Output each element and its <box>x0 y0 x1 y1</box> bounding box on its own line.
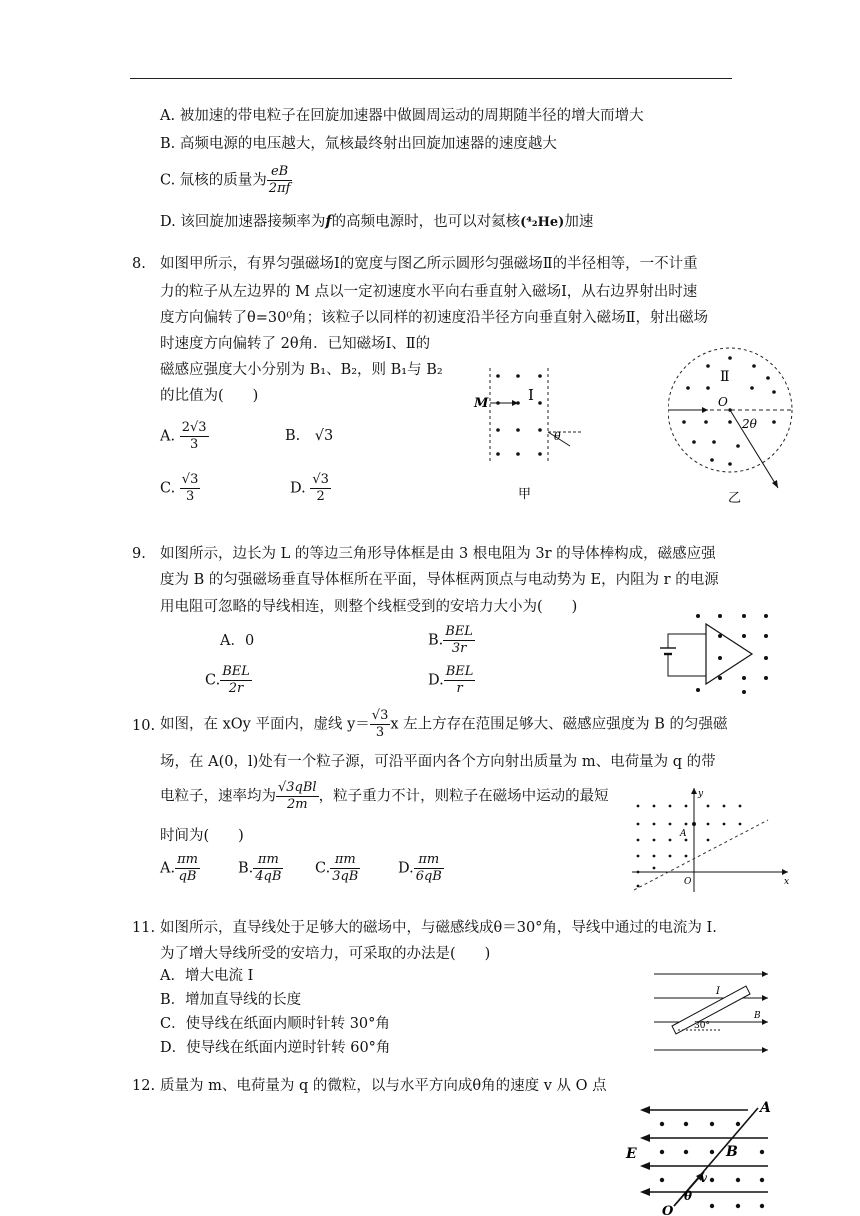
q7-option-a: A. 被加速的带电粒子在回旋加速器中做圆周运动的周期随半径的增大而增大 <box>160 108 644 124</box>
numerator: √3qBl <box>278 780 317 795</box>
velocity-label: v <box>700 1171 707 1185</box>
fraction <box>370 708 391 741</box>
origin-label: O <box>684 877 692 887</box>
q8-line-4: 时速度方向偏转了 2θ角．已知磁场Ⅰ、Ⅱ的 <box>160 336 431 352</box>
point-m-label: M <box>474 396 489 411</box>
q8-figure-jia <box>470 368 590 508</box>
numerator: πm <box>253 852 283 869</box>
q7-option-c <box>160 164 292 197</box>
numerator: BEL <box>445 624 473 639</box>
theta-label: θ <box>684 1189 693 1203</box>
angle-30-label: 30° <box>694 1021 710 1031</box>
option-label: C. <box>205 672 221 689</box>
option-label: C. <box>315 860 331 877</box>
field-dots <box>637 805 742 888</box>
q12-line-1: 质量为 m、电荷量为 q 的微粒，以与水平方向成θ角的速度 v 从 O 点 <box>160 1078 607 1094</box>
numerator: √3 <box>181 472 199 487</box>
x-axis-label: x <box>784 877 790 887</box>
q11-line-2: 为了增大导线所受的安培力，可采取的办法是( ) <box>160 946 491 962</box>
point-o-label: O <box>662 1204 674 1216</box>
denominator: 3 <box>189 437 199 452</box>
option-label: D. <box>290 480 306 497</box>
text: 如图，在 xOy 平面内，虚线 y＝ <box>160 716 370 733</box>
q12-number: 12. <box>132 1078 156 1094</box>
q8-option-a <box>160 420 209 453</box>
point-b-label: B <box>726 1144 738 1160</box>
q10-option-d <box>398 852 444 885</box>
y-axis-label: y <box>698 789 704 799</box>
q10-line-1 <box>160 708 728 741</box>
denominator: 3 <box>375 725 385 740</box>
numerator: 2√3 <box>181 420 207 435</box>
field-dots <box>660 1122 764 1208</box>
denominator: 6qB <box>415 869 442 884</box>
q9-option-d <box>428 664 475 697</box>
option-label: D. <box>398 860 414 877</box>
fraction <box>276 780 319 813</box>
region-two-label: Ⅱ <box>720 369 730 385</box>
field-dots <box>696 614 768 694</box>
option-label: A. <box>160 428 176 445</box>
q8-line-5: 磁感应强度大小分别为 B₁、B₂，则 B₁与 B₂ <box>160 362 443 378</box>
fraction <box>310 472 331 505</box>
numerator: πm <box>177 852 198 867</box>
q8-option-b: B. √3 <box>285 428 334 444</box>
q11-option-c: C．使导线在纸面内顺时针转 30°角 <box>160 1016 390 1032</box>
denominator: 3r <box>451 641 467 656</box>
point-a-label: A <box>680 829 687 839</box>
q9-figure <box>654 606 776 696</box>
fraction <box>220 664 252 697</box>
text: x 左上方存在范围足够大、磁感应强度为 B 的匀强磁 <box>390 716 728 733</box>
fraction <box>443 624 475 657</box>
figure-caption-jia: 甲 <box>518 487 532 502</box>
option-label: A. <box>160 860 176 877</box>
q12-figure <box>618 1096 788 1216</box>
frequency-symbol: f <box>325 213 332 230</box>
q11-option-a: A．增大电流 I <box>160 968 254 984</box>
q9-option-a: A．0 <box>220 633 255 649</box>
q9-line-3: 用电阻可忽略的导线相连，则整个线框受到的安培力大小为( ) <box>160 599 578 615</box>
q7-option-c-fraction <box>267 164 293 197</box>
q11-number: 11. <box>132 920 156 936</box>
q11-option-d: D．使导线在纸面内逆时针转 60°角 <box>160 1040 391 1056</box>
denominator: 3 <box>185 489 195 504</box>
q8-option-d <box>290 472 331 505</box>
q10-option-c <box>315 852 360 885</box>
q9-line-1: 如图所示，边长为 L 的等边三角形导体框是由 3 根电阻为 3r 的导体棒构成，磁感应强 <box>160 546 716 562</box>
point-a-label: A <box>760 1100 771 1116</box>
q8-line-3: 度方向偏转了θ=30⁰角；该粒子以同样的初速度沿半径方向垂直射入磁场Ⅱ，射出磁场 <box>160 310 708 326</box>
q8-line-2: 力的粒子从左边界的 M 点以一定初速度水平向右垂直射入磁场Ⅰ，从右边界射出时速 <box>160 284 698 300</box>
q10-option-b <box>238 852 283 885</box>
q7-option-d <box>160 212 593 233</box>
deflection-2theta-label: 2θ <box>742 417 757 431</box>
numerator: eB <box>267 164 293 181</box>
q7-option-d-mid: 的高频电源时，也可以对氦核 <box>331 214 521 230</box>
q11-figure <box>650 964 776 1058</box>
numerator: BEL <box>445 664 474 679</box>
numerator: πm <box>414 852 444 869</box>
denominator: 2 <box>316 489 325 504</box>
denominator: 2r <box>228 681 244 696</box>
q7-option-b: B. 高频电源的电压越大，氚核最终射出回旋加速器的速度越大 <box>160 136 557 152</box>
numerator: √3 <box>312 472 329 487</box>
q10-line-3 <box>160 780 609 813</box>
fraction <box>444 664 476 697</box>
source-point-a <box>692 822 696 826</box>
denominator: 2πf <box>268 181 291 196</box>
q8-number: 8. <box>132 256 146 272</box>
option-label: B. <box>428 632 444 649</box>
field-e-label: E <box>626 1146 637 1162</box>
q11-line-1: 如图所示，直导线处于足够大的磁场中，与磁感线成θ＝30°角，导线中通过的电流为 I. <box>160 920 717 936</box>
q9-line-2: 度为 B 的匀强磁场垂直导体框所在平面，导体框两顶点与电动势为 E，内阻为 r 的电源 <box>160 572 719 588</box>
q10-line-4: 时间为( ) <box>160 828 244 844</box>
deflection-angle-label: θ <box>554 430 561 443</box>
q7-option-d-end: 加速 <box>564 214 594 230</box>
triangle-frame <box>706 624 752 684</box>
denominator: qB <box>178 869 197 884</box>
denominator: 3qB <box>332 869 359 884</box>
region-one-label: Ⅰ <box>528 386 534 404</box>
q9-option-c <box>205 664 252 697</box>
header-rule <box>130 78 732 79</box>
denominator: 4qB <box>255 869 282 884</box>
numerator: √3 <box>371 708 389 723</box>
denominator: r <box>456 681 463 696</box>
q8-figure-yi <box>668 336 808 506</box>
field-b-label: B <box>754 1011 761 1021</box>
fraction <box>180 472 201 505</box>
field-dots <box>496 374 542 456</box>
q8-option-c <box>160 472 200 505</box>
q8-line-1: 如图甲所示，有界匀强磁场Ⅰ的宽度与图乙所示圆形匀强磁场Ⅱ的半径相等，一不计重 <box>160 256 698 272</box>
current-label: I <box>716 986 720 997</box>
q10-option-a <box>160 852 200 885</box>
q8-line-6: 的比值为( ) <box>160 388 259 404</box>
q7-option-d-text: D. 该回旋加速器接频率为 <box>160 214 326 230</box>
fraction <box>330 852 360 885</box>
fraction <box>175 852 200 885</box>
text: ，粒子重力不计，则粒子在磁场中运动的最短 <box>318 788 609 805</box>
q11-option-b: B．增加直导线的长度 <box>160 992 302 1008</box>
center-o-label: O <box>718 395 728 409</box>
q9-option-b <box>428 624 475 657</box>
option-label: C. <box>160 480 176 497</box>
helium-nuclide: (⁴₂He) <box>520 215 565 230</box>
figure-caption-yi: 乙 <box>728 491 742 506</box>
numerator: BEL <box>222 664 250 679</box>
q10-line-2: 场，在 A(0，l)处有一个粒子源，可沿平面内各个方向射出质量为 m、电荷量为 q 的带 <box>160 754 716 770</box>
fraction <box>414 852 444 885</box>
q9-number: 9. <box>132 546 146 562</box>
text: 电粒子，速率均为 <box>160 788 276 805</box>
denominator: 2m <box>286 797 308 812</box>
q10-figure <box>628 784 794 894</box>
fraction <box>180 420 209 453</box>
q10-number: 10. <box>132 718 156 734</box>
wire-rod <box>672 986 750 1034</box>
fraction <box>253 852 283 885</box>
option-label: D. <box>428 672 444 689</box>
numerator: πm <box>330 852 360 869</box>
option-label: B. <box>238 860 254 877</box>
q7-option-c-text: C. 氚核的质量为 <box>160 172 267 189</box>
